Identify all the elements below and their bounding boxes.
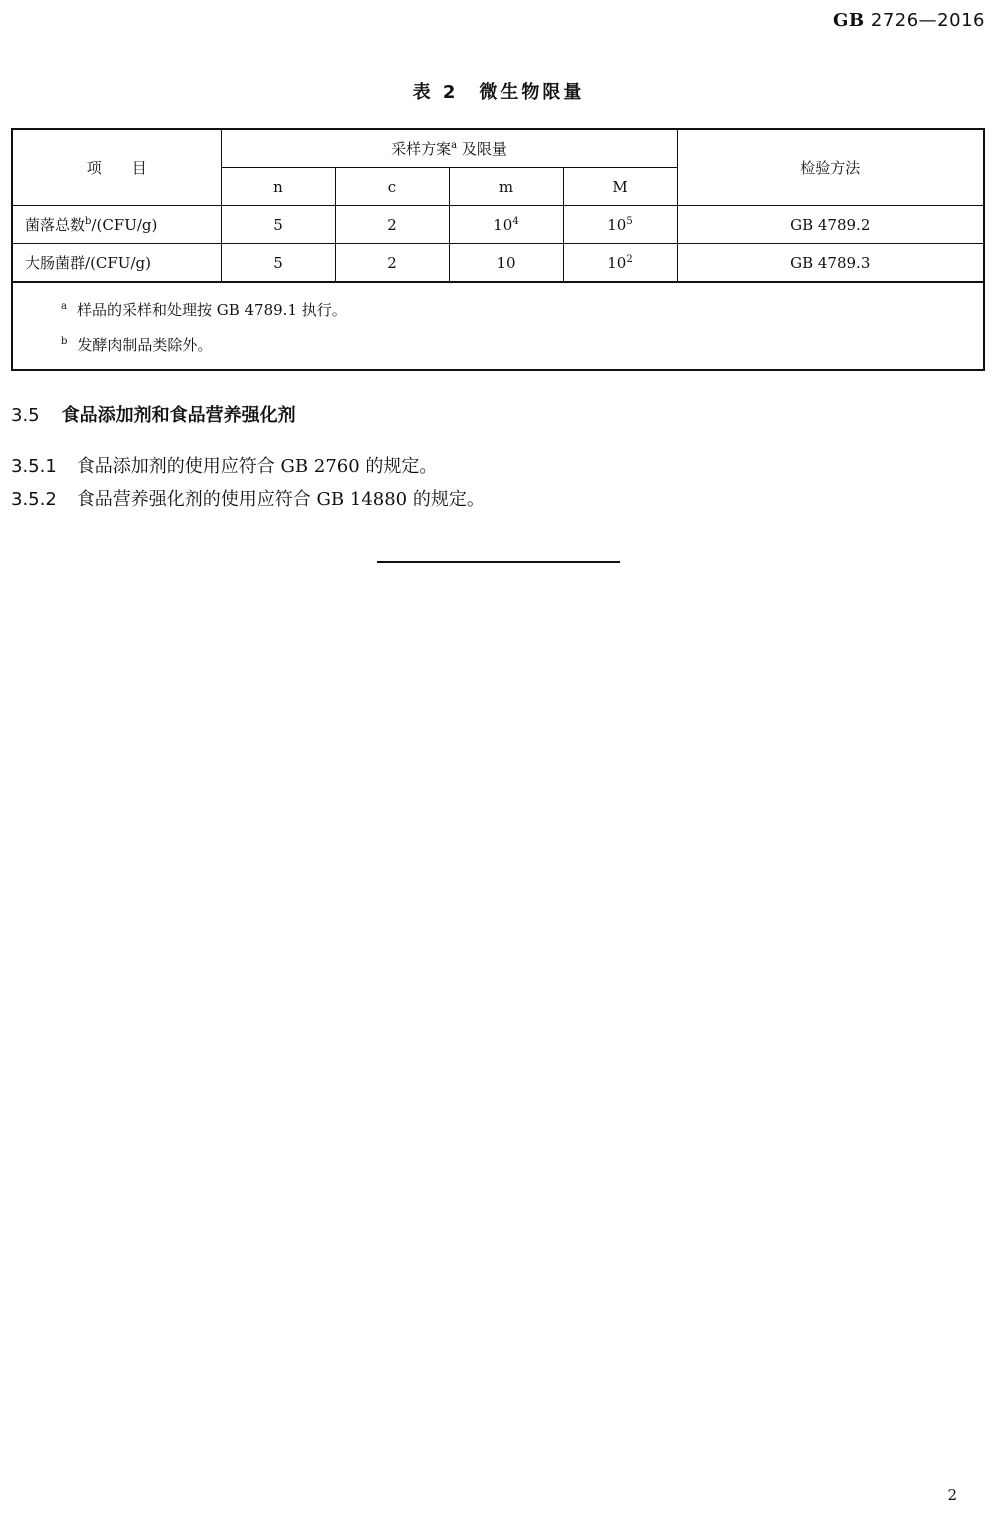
page-number: 2 bbox=[947, 1486, 957, 1504]
standard-prefix: GB bbox=[833, 10, 865, 31]
clause-number: 3.5.1 bbox=[11, 456, 57, 477]
cell-method: GB 4789.2 bbox=[677, 206, 984, 244]
standard-number: 2726—2016 bbox=[870, 10, 985, 31]
section-number: 3.5 bbox=[11, 405, 40, 426]
cell-m-lower: $10^4$ bbox=[449, 206, 563, 244]
header-method: 检验方法 bbox=[677, 129, 984, 206]
footnote-ref-b: b bbox=[85, 216, 92, 227]
row-item: 菌落总数$^b$/(CFU/g) bbox=[12, 206, 221, 244]
header-c: c bbox=[335, 168, 449, 206]
header-m-upper: M bbox=[563, 168, 677, 206]
footnote-ref-a: a bbox=[451, 140, 458, 151]
header-item: 项 目 bbox=[12, 129, 221, 206]
footnote-a: $^a$ 样品的采样和处理按 GB 4789.1 执行。 bbox=[61, 301, 347, 319]
header-m-lower: m bbox=[449, 168, 563, 206]
header-n: n bbox=[221, 168, 335, 206]
table-row bbox=[12, 206, 984, 244]
header-sampling-plan: 采样方案$^a$ 及限量 bbox=[221, 129, 677, 168]
clause-number: 3.5.2 bbox=[11, 489, 57, 510]
cell-m-upper: $10^2$ bbox=[563, 244, 677, 283]
cell-n: 5 bbox=[221, 206, 335, 244]
cell-c: 2 bbox=[335, 244, 449, 283]
clause bbox=[11, 485, 485, 511]
cell-m-upper: $10^5$ bbox=[563, 206, 677, 244]
table-title: 表 2 微生物限量 bbox=[412, 82, 585, 103]
footnote-b: $^b$ 发酵肉制品类除外。 bbox=[61, 336, 213, 354]
microbial-limits-table bbox=[11, 128, 985, 371]
standard-id bbox=[833, 10, 985, 31]
section-title: 食品添加剂和食品营养强化剂 bbox=[61, 405, 296, 426]
section-heading bbox=[11, 401, 296, 427]
table-notes bbox=[12, 282, 984, 370]
table-row bbox=[12, 244, 984, 283]
row-item: 大肠菌群/(CFU/g) bbox=[12, 244, 221, 283]
cell-n: 5 bbox=[221, 244, 335, 283]
clause-text: 食品添加剂的使用应符合 GB 2760 的规定。 bbox=[76, 456, 438, 477]
clause bbox=[11, 452, 437, 478]
cell-m-lower: 10 bbox=[449, 244, 563, 283]
cell-c: 2 bbox=[335, 206, 449, 244]
cell-method: GB 4789.3 bbox=[677, 244, 984, 283]
end-rule bbox=[377, 561, 620, 563]
clause-text: 食品营养强化剂的使用应符合 GB 14880 的规定。 bbox=[76, 489, 485, 510]
